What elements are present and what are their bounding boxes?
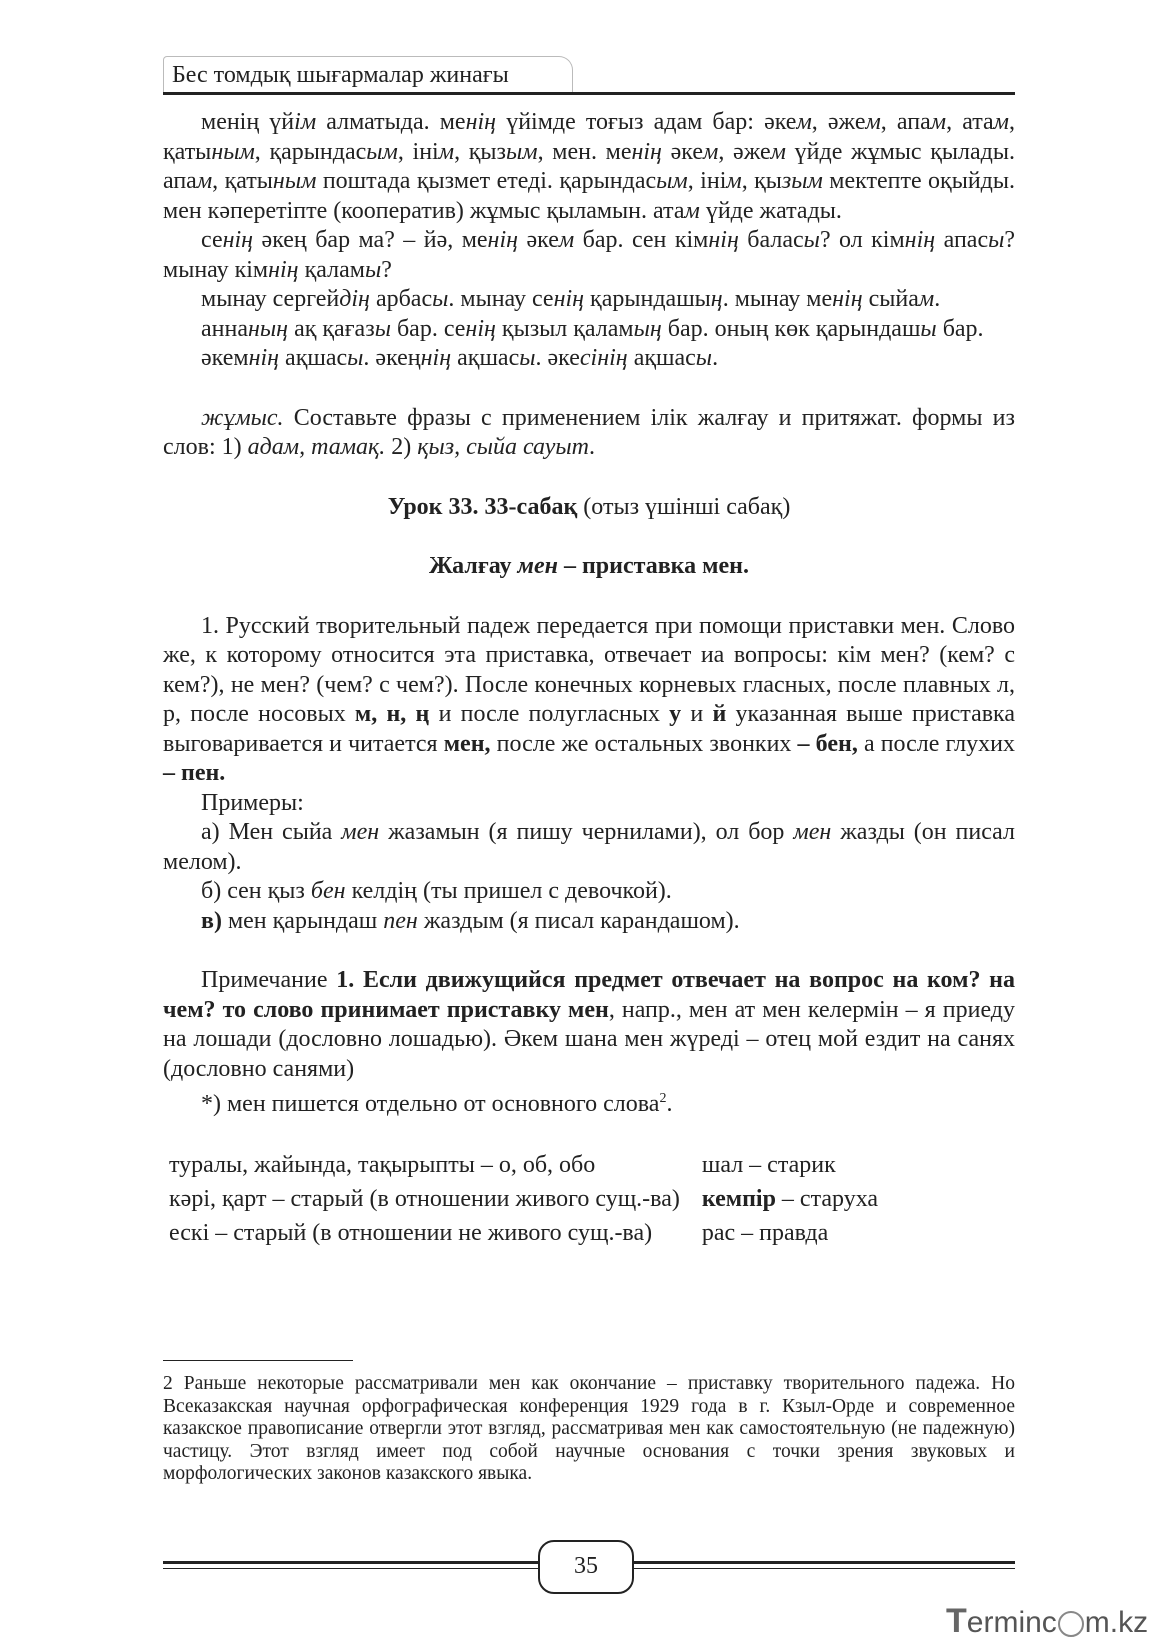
note-paragraph: Примечание 1. Если движущийся предмет отвечает на вопрос на ком? на чем? то слово принимает приставку мен, напр., мен ат мен келермін – я приеду на лошади (дословно лошадью). Әкем шана мен жүреді – отец мой ездит на санях (дословно санями) (163, 967, 1016, 1082)
page-number: 35 (538, 1540, 634, 1594)
footnote-rule (163, 1360, 353, 1361)
vocab-left: кәрі, қарт – старый (в отношении живого сущ.-ва) (169, 1185, 680, 1212)
note-asterisk: *) мен пишется отдельно от основного слова$^2$. (201, 1091, 673, 1117)
vocabulary-table (163, 1150, 884, 1252)
vocab-left: туралы, жайында, тақырыпты – о, об, обо (169, 1151, 596, 1178)
example-b: б) сен қыз бен келдің (ты пришел с девочкой). (201, 878, 672, 904)
footnote-ref: 2 (659, 1091, 667, 1106)
header-rule (163, 92, 1015, 95)
vocab-row (163, 1218, 884, 1252)
section-title: Жалғау мен – приставка мен. (429, 553, 749, 579)
example-a: а) Мен сыйа мен жазамын (я пишу чернилами), ол бор мен жазды (он писал мелом). (163, 819, 1016, 875)
paragraph-anna: аннаның ақ қағазы бар. сенің қызыл қаламың бар. оның көк қарындашы бар. (201, 315, 984, 342)
paragraph-family: менің үйім алматыда. менің үйімде тоғыз адам бар: әкем, әжем, апам, атам, қатыным, қарындасым, інім, қызым, мен. менің әкем, әжем үйде жұмыс қылады. апам, қатыным поштада қызмет етеді. қарындасым, інім, қызым мектепте оқыйды. мен кәперетіпте (кооператив) жұмыс қыламын. атам үйде жатады. (163, 109, 1016, 224)
exercise-task: жұмыс. Составьте фразы с применением ілік жалғау и притяжат. формы из слов: 1) адам, тамақ. 2) қыз, сыйа сауыт. (163, 404, 1015, 460)
paragraph-questions: сенің әкең бар ма? – йә, менің әкем бар. сен кімнің баласы? ол кімнің апасы? мынау кімнің қаламы? (163, 227, 1016, 283)
vocab-left: ескі – старый (в отношении не живого сущ.-ва) (169, 1219, 653, 1246)
vocab-right: рас – правда (701, 1219, 829, 1246)
vocab-right: шал – старик (701, 1151, 836, 1178)
footnote-text: 2 Раньше некоторые рассматривали мен как окончание – приставку творительного падежа. Но Всеказакская научная орфографическая конференция 1929 года в г. Кзыл-Орде и современное казакское правописание отвергли этот взгляд, рассматривая мен как самостоятельную (не падежную) частицу. Этот взгляд имеет под собой научные основания с точки зрения звуковых и морфологических законов казакского явыка. (163, 1373, 1015, 1484)
main-text (163, 108, 1015, 1252)
examples-label: Примеры: (201, 789, 304, 816)
paragraph-sergei: мынау сергейдің арбасы. мынау сенің қарындашың. мынау менің сыйам. (201, 286, 941, 312)
rule-paragraph: 1. Русский творительный падеж передается при помощи приставки мен. Слово же, к которому относится эта приставка, отвечает иа вопросы: кім мен? (кем? с кем?), не мен? (чем? с чем?). После конечных корневых гласных, после плавных л, р, после носовых м, н, ң и после полугласных у и й указанная выше приставка выговаривается и читается мен, после же остальных звонких – бен, а после глухих – пен. (163, 612, 1016, 786)
magnifier-icon (1058, 1611, 1084, 1637)
paragraph-money: әкемнің ақшасы. әкеңнің ақшасы. әкесінің ақшасы. (201, 345, 719, 371)
site-watermark: Terminc m.kz (946, 1602, 1149, 1640)
lesson-title: Урок 33. 33-сабақ (отыз үшінші сабақ) (387, 493, 791, 520)
vocab-right: кемпір – старуха (701, 1185, 879, 1212)
vocab-row (163, 1150, 884, 1184)
example-c: в) мен қарындаш пен жаздым (я писал карандашом). (201, 907, 740, 934)
running-title: Бес томдық шығармалар жинағы (163, 56, 573, 93)
vocab-row (163, 1184, 884, 1218)
